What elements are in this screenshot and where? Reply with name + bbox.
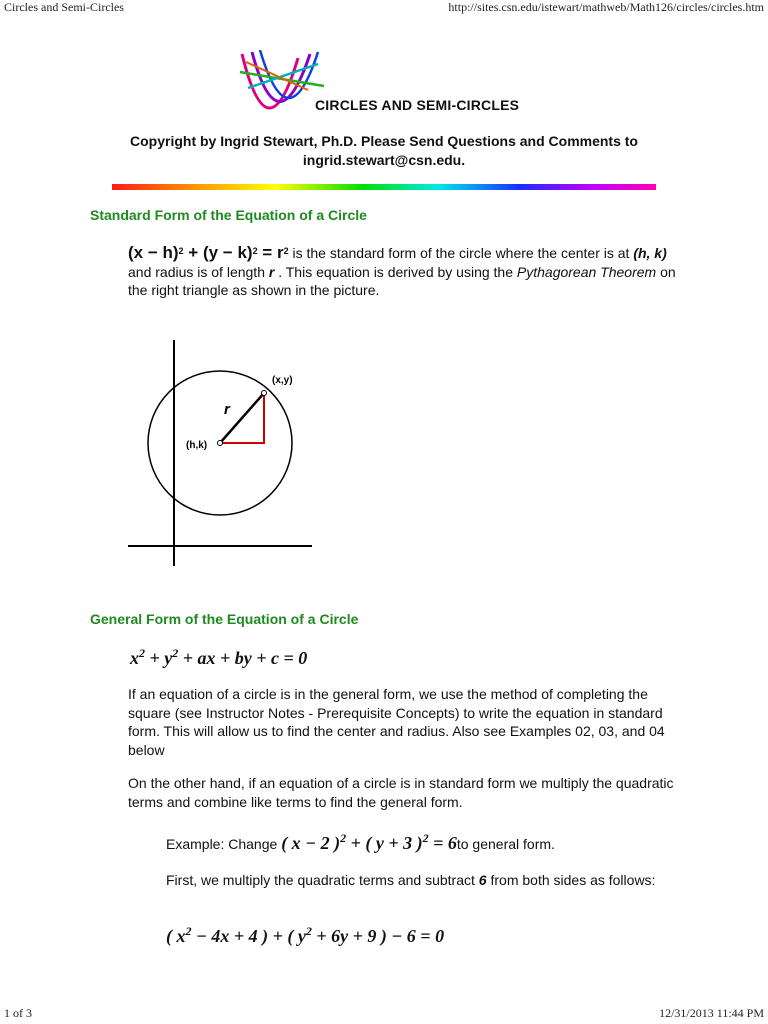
general-paragraph-1: If an equation of a circle is in the general form, we use the method of completing the square (see Instructor Notes - Prerequisite Concepts) to write the equation in standard form. This will allow us to find the center and radius. Also see Examples 02, 03, and 04 below [128, 686, 665, 758]
eq-part: + 6y + 9 ) − 6 = 0 [311, 926, 445, 946]
eq-part: + ( y + 3 ) [346, 833, 423, 853]
eq-exponent: 2 [178, 246, 184, 256]
eq-part: k) [237, 243, 253, 262]
eq-part: + ax + by + c = 0 [178, 648, 308, 668]
body-text: First, we multiply the quadratic terms and subtract [166, 872, 479, 888]
body-text: and radius is of length [128, 263, 269, 280]
eq-part: + y [145, 648, 173, 668]
step-paragraph [166, 871, 666, 890]
eq-part: ( x − 2 ) [281, 833, 341, 853]
point-label: (x,y) [272, 375, 293, 386]
eq-exponent: 2 [283, 246, 289, 256]
eq-part: − 4x + 4 ) + ( y [191, 926, 306, 946]
eq-part: + [183, 243, 203, 262]
general-form-heading: General Form of the Equation of a Circle [90, 611, 359, 627]
contact-email: ingrid.stewart@csn.edu. [302, 152, 466, 168]
print-header-url: http://sites.csn.edu/istewart/mathweb/Math126/circles/circles.htm [448, 0, 764, 14]
eq-part: − [218, 243, 238, 262]
eq-part: = 6 [428, 833, 457, 853]
example-equation [281, 833, 457, 853]
general-paragraph-2: On the other hand, if an equation of a circle is in standard form we multiply the quadratic terms and combine like terms to find the general form. [128, 775, 674, 810]
eq-exponent: 2 [305, 924, 312, 938]
copyright-line: Copyright by Ingrid Stewart, Ph.D. Please Send Questions and Comments to [130, 133, 638, 149]
eq-part: − [143, 243, 163, 262]
eq-part: r [276, 243, 284, 262]
print-footer-timestamp: 12/31/2013 11:44 PM [659, 1006, 764, 1020]
print-header-title: Circles and Semi-Circles [4, 0, 124, 14]
eq-exponent: 2 [185, 924, 192, 938]
eq-exponent: 2 [139, 646, 145, 660]
eq-exponent: 2 [422, 831, 429, 845]
eq-part: ( x [166, 926, 186, 946]
eq-exponent: 2 [340, 831, 347, 845]
eq-exponent: 2 [252, 246, 258, 256]
eq-part: (x [128, 243, 144, 262]
standard-form-heading: Standard Form of the Equation of a Circle [90, 207, 367, 223]
eq-part: h) [162, 243, 179, 262]
eq-exponent: 2 [172, 646, 179, 660]
radius-label: r [224, 401, 230, 418]
result-equation [166, 926, 444, 947]
circle-diagram [126, 340, 316, 566]
center-label: (h,k) [186, 440, 208, 451]
copyright-notice [90, 132, 678, 170]
radius-term: r [268, 263, 275, 280]
body-text: to general form. [456, 836, 555, 852]
standard-equation [128, 243, 289, 262]
circle-point [262, 391, 267, 396]
standard-form-paragraph [128, 244, 688, 300]
theorem-term: Pythagorean Theorem [516, 263, 657, 280]
body-text: is the standard form of the circle where the center is at [288, 245, 634, 261]
print-footer-page-count: 1 of 3 [4, 1006, 32, 1020]
eq-part: x [130, 648, 139, 668]
step-number: 6 [478, 872, 487, 888]
eq-part: = [257, 243, 277, 262]
body-text: Example: Change [166, 836, 282, 852]
rainbow-divider [112, 184, 656, 190]
eq-part: (y [202, 243, 219, 262]
body-text: on the right triangle as shown in the picture. [128, 263, 676, 298]
page-title: CIRCLES AND SEMI-CIRCLES [315, 97, 520, 113]
center-term: (h, k) [633, 245, 667, 261]
body-text: from both sides as follows: [486, 872, 656, 888]
center-point [218, 441, 223, 446]
general-equation [130, 648, 307, 669]
example-line [166, 831, 686, 854]
body-text: . This equation is derived by using the [274, 263, 517, 280]
